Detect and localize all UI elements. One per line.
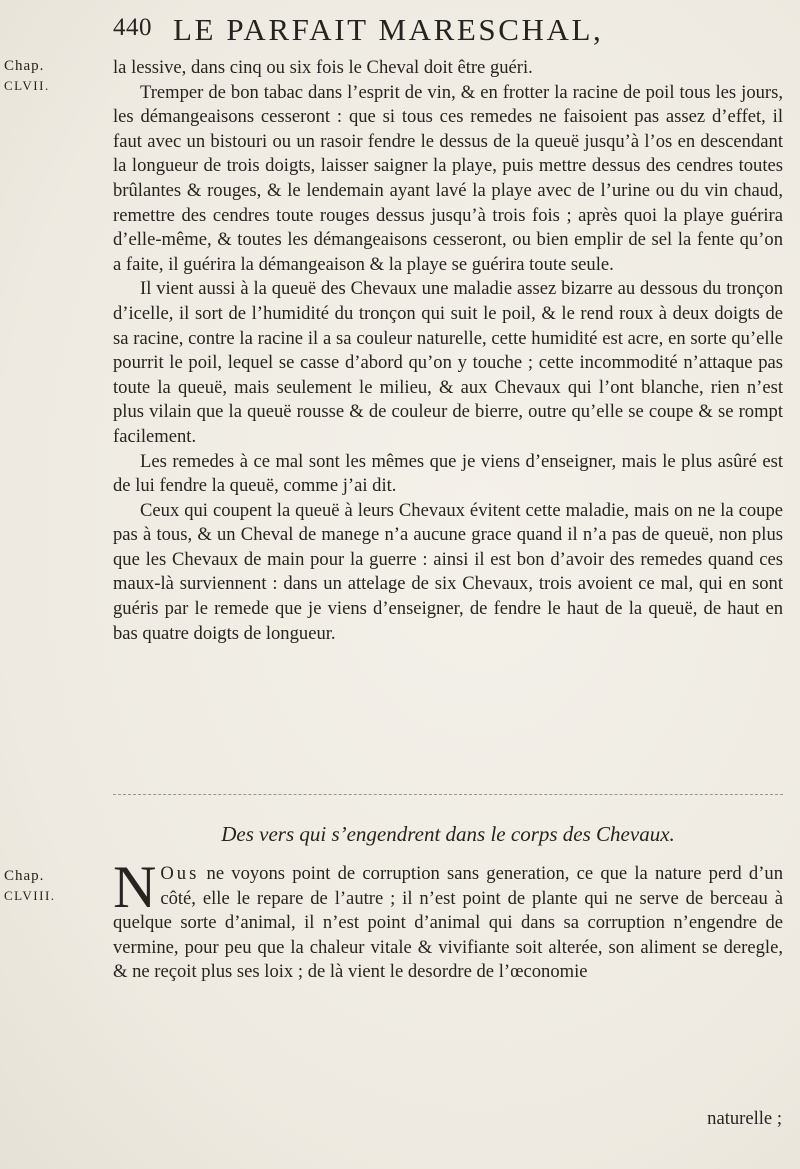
paragraph: Tremper de bon tabac dans l’esprit de vin, & en frotter la racine de poil tous les jours, les démangeaisons cesseront : que si tous ces remedes ne faisoient pas assez d’effet, il faut avec un bistouri ou un rasoir fendre le dessus de la queuë jusqu’à l’os en descendant la longueur de trois doigts, laisser saigner la playe, puis mettre dessus des cendres toutes brûlantes & rouges, & le lendemain ayant lavé la playe avec de l’urine ou du vin chaud, remettre des cendres toute rouges dessus jusqu’à trois fois ; après quoi la playe guérira d’elle-même, & toutes les démangeaisons cesseront, ou bien emplir de sel la fente qu’on a faite, il guérira la démangeaison & la playe se guérira toute seule. [113,81,783,275]
drop-cap: N [113,854,157,920]
section-text: ne voyons point de corruption sans generation, ce que la nature perd d’un côté, elle le repare de l’autre ; il n’est point de plante qui ne serve de berceau à quelque sorte d’animal, il n’est point d’animal qui dans sa corruption n’engendre de vermine, pour peu que la chaleur vitale & vivifiante soit alterée, son aliment se deregle, & ne reçoit plus ses loix ; de là vient le desordre de l’œconomie [113,863,783,983]
page-number: 440 [113,14,152,41]
margin-note-chapter-number: CLVII. [4,78,50,93]
margin-note-chapter-158 [4,866,84,906]
margin-note-chapter-number: CLVIII. [4,888,56,903]
section-body [113,854,783,985]
page-header [0,12,800,52]
paragraph: la lessive, dans cinq ou six fois le Cheval doit être guéri. [113,57,533,78]
paragraph: Ceux qui coupent la queuë à leurs Chevaux évitent cette maladie, mais on ne la coupe pas à tous, & un Cheval de manege n’a aucune grace quand il n’a pas de queuë, non plus que les Chevaux de main pour la guerre : ainsi il est bon d’avoir des remedes quand ces maux-là surviennent : dans un attelage de six Chevaux, trois avoient ce mal, qui en sont guéris par le remede que je viens d’enseigner, de fendre le haut de la queuë, de haut en bas quatre doigts de longueur. [113,499,783,644]
margin-note-chapter-157 [4,56,84,96]
running-title: LE PARFAIT MARESCHAL, [173,12,604,47]
main-text [113,56,783,646]
paragraph: Il vient aussi à la queuë des Chevaux une maladie assez bizarre au dessous du tronçon d’icelle, il sort de l’humidité du tronçon qui suit le poil, & le rend roux à deux doigts de sa racine, contre la racine il a sa couleur naturelle, cette humidité est acre, en sorte qu’elle pourrit le poil, lequel se casse d’abord qu’on y touche ; cette incommodité n’attaque pas toute la queuë, mais seulement le milieu, & aux Chevaux qui l’ont blanche, rien n’est plus vilain que la queuë rousse & de couleur de bierre, outre qu’elle se coupe & se rompt facilement. [113,278,783,447]
paragraph: Les remedes à ce mal sont les mêmes que je viens d’enseigner, mais le plus asûré est de lui fendre la queuë, comme j’ai dit. [113,450,783,497]
margin-note-chap-label: Chap. [4,58,45,74]
catchword: naturelle ; [707,1108,782,1129]
section-title: Des vers qui s’engendrent dans le corps des Chevaux. [221,822,675,846]
small-caps-opening: Ous [160,863,200,884]
margin-note-chap-label: Chap. [4,868,45,884]
section-divider [113,794,783,795]
